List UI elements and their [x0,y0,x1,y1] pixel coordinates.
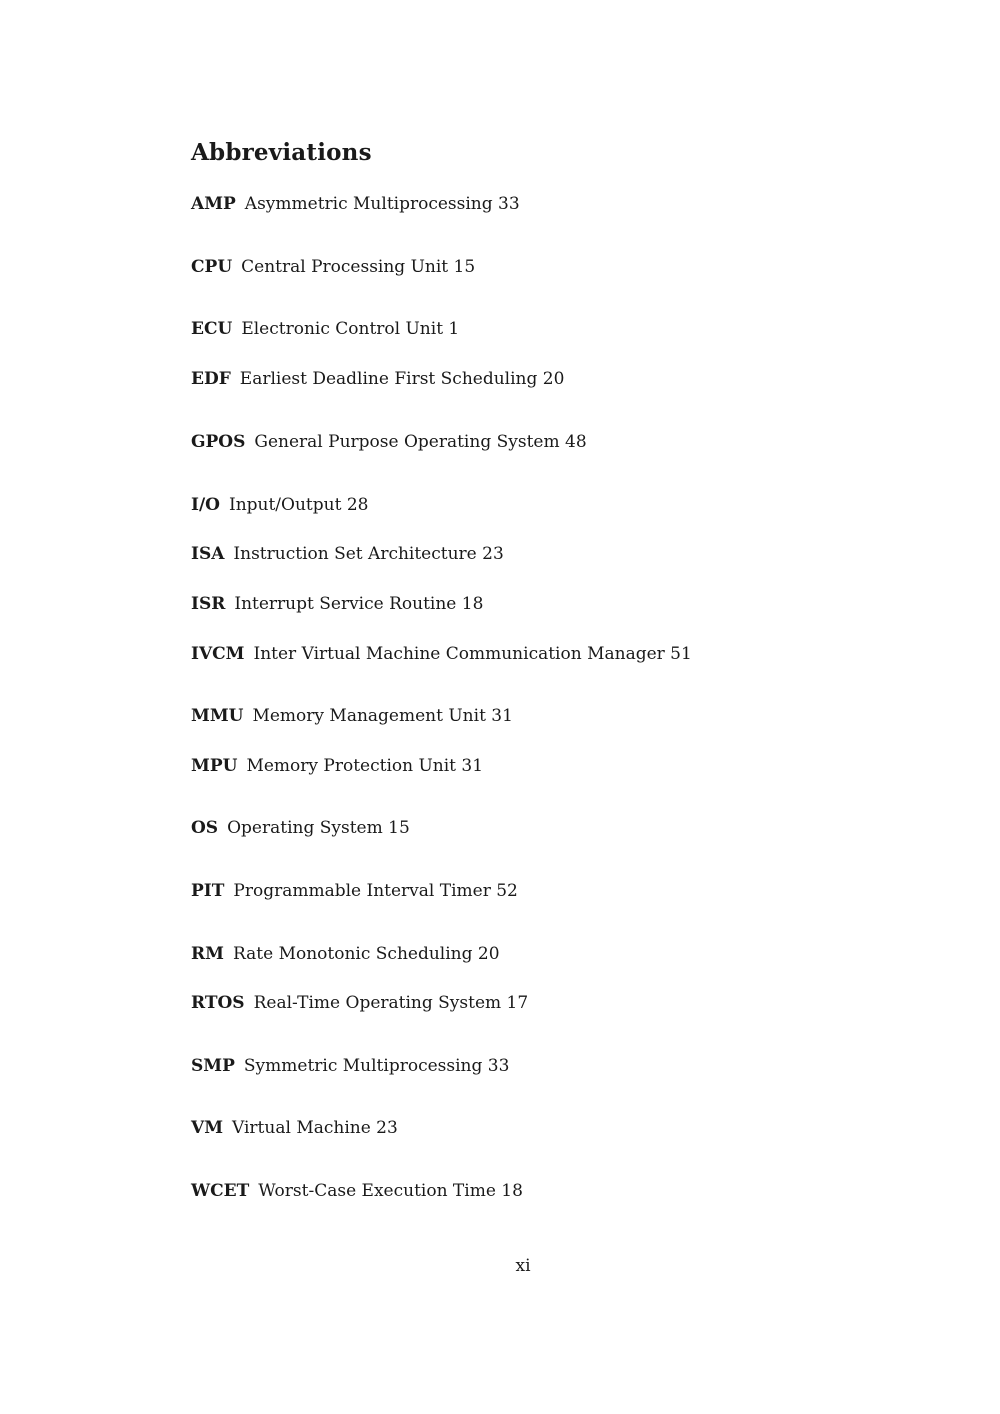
abbreviation-term: ISA [191,544,225,564]
abbreviation-entry-io [191,494,368,516]
abbreviation-term: GPOS [191,432,246,452]
abbreviation-entry-mpu [191,755,483,777]
abbreviation-definition: Real-Time Operating System 17 [253,993,529,1013]
abbreviation-definition: Interrupt Service Routine 18 [234,594,484,614]
abbreviation-term: IVCM [191,644,245,664]
abbreviation-term: ISR [191,594,226,614]
abbreviation-entry-isa [191,543,504,565]
abbreviation-term: EDF [191,369,231,389]
abbreviation-entry-vm [191,1117,398,1139]
abbreviation-entry-amp [191,193,520,215]
abbreviation-definition: Virtual Machine 23 [232,1118,398,1138]
abbreviation-term: PIT [191,881,225,901]
abbreviation-definition: Earliest Deadline First Scheduling 20 [239,369,565,389]
abbreviation-entry-pit [191,880,518,902]
abbreviation-entry-mmu [191,705,513,727]
abbreviation-definition: Worst-Case Execution Time 18 [258,1181,523,1201]
abbreviation-term: SMP [191,1056,235,1076]
abbreviation-term: RTOS [191,993,245,1013]
abbreviation-definition: Symmetric Multiprocessing 33 [243,1056,510,1076]
abbreviation-term: VM [191,1118,224,1138]
abbreviation-definition: Input/Output 28 [228,495,369,515]
abbreviation-entry-cpu [191,256,475,278]
abbreviation-definition: Rate Monotonic Scheduling 20 [232,944,500,964]
abbreviation-term: WCET [191,1181,250,1201]
abbreviation-term: CPU [191,257,233,277]
abbreviation-term: ECU [191,319,233,339]
abbreviation-entry-edf [191,368,564,390]
abbreviation-entry-smp [191,1055,509,1077]
abbreviation-term: I/O [191,495,220,515]
page-title: Abbreviations [191,139,372,166]
abbreviation-entry-isr [191,593,483,615]
page-number: xi [515,1256,531,1276]
abbreviation-entry-ivcm [191,643,692,665]
abbreviation-definition: Operating System 15 [227,818,410,838]
abbreviation-definition: General Purpose Operating System 48 [254,432,587,452]
abbreviation-term: MMU [191,706,244,726]
abbreviation-entry-wcet [191,1180,523,1202]
abbreviation-term: MPU [191,756,238,776]
abbreviation-definition: Asymmetric Multiprocessing 33 [244,194,520,214]
abbreviation-definition: Instruction Set Architecture 23 [233,544,504,564]
abbreviation-entry-gpos [191,431,587,453]
abbreviation-definition: Memory Management Unit 31 [252,706,513,726]
abbreviation-term: OS [191,818,219,838]
abbreviation-definition: Inter Virtual Machine Communication Manager 51 [253,644,692,664]
abbreviation-definition: Central Processing Unit 15 [241,257,476,277]
abbreviation-term: RM [191,944,224,964]
abbreviation-term: AMP [191,194,236,214]
abbreviation-definition: Electronic Control Unit 1 [241,319,460,339]
abbreviation-entry-rtos [191,992,528,1014]
abbreviation-entry-rm [191,943,500,965]
abbreviation-definition: Programmable Interval Timer 52 [233,881,518,901]
abbreviation-definition: Memory Protection Unit 31 [246,756,484,776]
abbreviation-entry-ecu [191,318,459,340]
abbreviation-entry-os [191,817,410,839]
